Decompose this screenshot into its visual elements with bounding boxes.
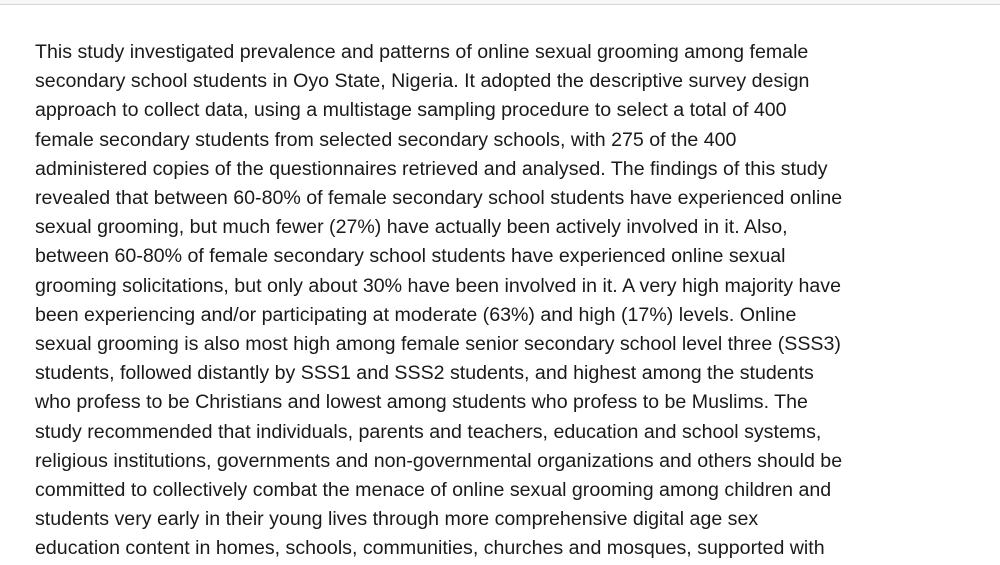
abstract-line-11: sexual grooming is also most high among female senior secondary school level three (SSS3) xyxy=(35,333,841,356)
abstract-line-9: grooming solicitations, but only about 30% have been involved in it. A very high majority have xyxy=(35,274,841,297)
abstract-paragraph xyxy=(35,38,975,564)
abstract-line-4: female secondary students from selected secondary schools, with 275 of the 400 xyxy=(35,128,737,151)
top-divider xyxy=(0,0,1000,5)
abstract-line-7: sexual grooming, but much fewer (27%) have actually been actively involved in it. Also, xyxy=(35,216,788,239)
abstract-line-17: students very early in their young lives through more comprehensive digital age sex xyxy=(35,508,759,531)
abstract-line-1: This study investigated prevalence and patterns of online sexual grooming among female xyxy=(35,41,809,63)
abstract-line-12: students, followed distantly by SSS1 and SSS2 students, and highest among the students xyxy=(35,362,814,385)
abstract-line-14: study recommended that individuals, parents and teachers, education and school systems, xyxy=(35,420,822,443)
abstract-line-5: administered copies of the questionnaires retrieved and analysed. The findings of this study xyxy=(35,157,828,180)
abstract-line-10: been experiencing and/or participating at moderate (63%) and high (17%) levels. Online xyxy=(35,303,797,326)
abstract-line-2: secondary school students in Oyo State, Nigeria. It adopted the descriptive survey design xyxy=(35,70,810,93)
abstract-line-13: who profess to be Christians and lowest among students who profess to be Muslims. The xyxy=(35,391,808,414)
abstract-line-18: education content in homes, schools, communities, churches and mosques, supported with xyxy=(35,537,825,560)
abstract-line-16: committed to collectively combat the menace of online sexual grooming among children and xyxy=(35,479,832,502)
abstract-line-6: revealed that between 60-80% of female secondary school students have experienced online xyxy=(35,187,843,210)
abstract-line-8: between 60-80% of female secondary school students have experienced online sexual xyxy=(35,245,786,268)
abstract-line-3: approach to collect data, using a multistage sampling procedure to select a total of 400 xyxy=(35,99,787,122)
abstract-line-15: religious institutions, governments and non-governmental organizations and others should be xyxy=(35,449,843,472)
